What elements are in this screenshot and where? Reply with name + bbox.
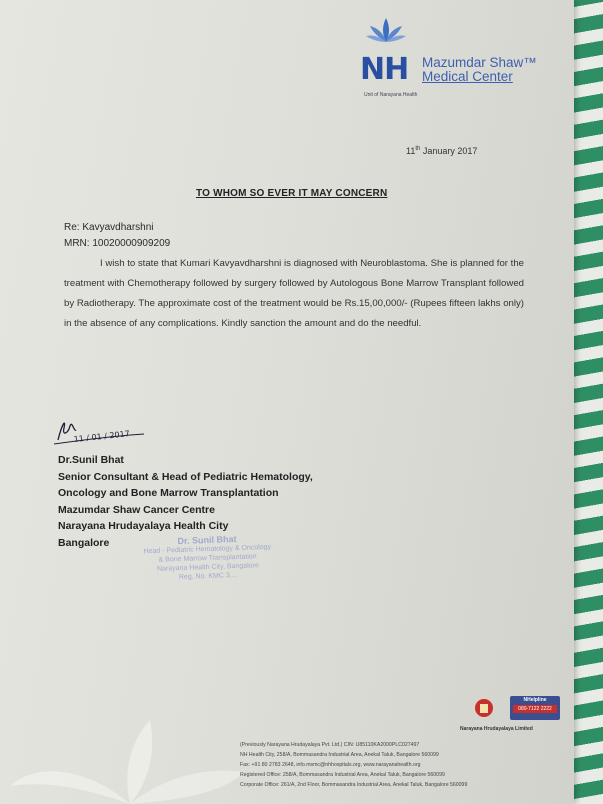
footer-line: Corporate Office: 261/A, 2nd Floor, Bommasandra Industrial Area, Anekal Taluk, Bangalore 560099 xyxy=(240,782,468,788)
signatory-title-2: Oncology and Bone Marrow Transplantation xyxy=(58,487,279,499)
helpline-badge xyxy=(510,696,560,720)
signature-icon xyxy=(52,414,152,450)
letter-body xyxy=(64,254,524,334)
date-rest: January 2017 xyxy=(422,146,478,156)
stamp-line1: Dr. Sunil Bhat xyxy=(177,533,237,547)
signatory-name: Dr.Sunil Bhat xyxy=(58,454,124,466)
mrn-line: MRN: 10020000909209 xyxy=(64,238,171,249)
lotus-watermark-icon xyxy=(0,690,250,804)
stamp-line3: & Bone Marrow Transplantation xyxy=(158,553,257,564)
footer-line: Fax: +91 80 2783 2648, info.msmc@nhhospitals.org, www.narayanahealth.org xyxy=(240,762,421,768)
date-day: 11 xyxy=(406,146,416,156)
re-line: Re: Kavyavdharshni xyxy=(64,222,154,233)
logo-name-line2: Medical Center xyxy=(422,69,513,84)
reference-block xyxy=(64,220,170,252)
footer-line: (Previously Narayana Hrudayalaya Pvt. Ltd.) CIN: U85110KA2000PLC027497 xyxy=(240,742,420,748)
letter-footer xyxy=(240,690,574,804)
footer-line: NH Health City, 258/A, Bommasandra Industrial Area, Anekal Taluk, Bangalore 560099 xyxy=(240,752,439,758)
stamp-line4: Narayana Health City, Bangalore xyxy=(156,562,259,573)
letter-date xyxy=(406,146,477,156)
footer-address-lines xyxy=(240,740,574,790)
signatory-health-city: Narayana Hrudayalaya Health City xyxy=(58,520,229,532)
stamp-line5: Reg. No. KMC 3.... xyxy=(178,571,238,582)
signatory-centre: Mazumdar Shaw Cancer Centre xyxy=(58,503,215,516)
narayana-health-logo-icon xyxy=(474,698,494,718)
doctor-stamp xyxy=(107,533,309,606)
svg-text:11 / 01 / 2017: 11 / 01 / 2017 xyxy=(73,429,131,444)
signatory-city: Bangalore xyxy=(58,536,110,549)
footer-company: Narayana Hrudayalaya Limited xyxy=(460,726,533,732)
lotus-icon xyxy=(366,16,406,54)
hospital-logo xyxy=(360,16,540,98)
footer-line: Registered Office: 258/A, Bommasandra Industrial Area, Anekal Taluk, Bangalore 560099 xyxy=(240,772,445,778)
logo-initials: NH xyxy=(360,52,409,87)
helpline-label: NHelpline xyxy=(523,697,547,703)
stamp-line2: Head - Pediatric Hematology & Oncology xyxy=(143,543,272,556)
logo-unit-text: Unit of Narayana Health xyxy=(364,92,418,98)
body-paragraph: I wish to state that Kumari Kavyavdharshni is diagnosed with Neuroblastoma. She is planned for the treatment with Chemotherapy followed by surgery followed by Autologous Bone Marrow Transplant followed by Radiotherapy. The approximate cost of the treatment would be Rs.15,00,000/- (Rupees fifteen lakhs only) in the absence of any complications. Kindly sanction the amount and do the needful. xyxy=(64,258,524,329)
date-suffix: th xyxy=(415,146,421,152)
signatory-title-1: Senior Consultant & Head of Pediatric Hematology, xyxy=(58,470,313,483)
logo-name xyxy=(422,56,537,84)
letter-heading: TO WHOM SO EVER IT MAY CONCERN xyxy=(196,188,388,199)
helpline-number: 080-7122 2222 xyxy=(513,705,557,713)
logo-name-line1: Mazumdar Shaw™ xyxy=(422,55,537,70)
